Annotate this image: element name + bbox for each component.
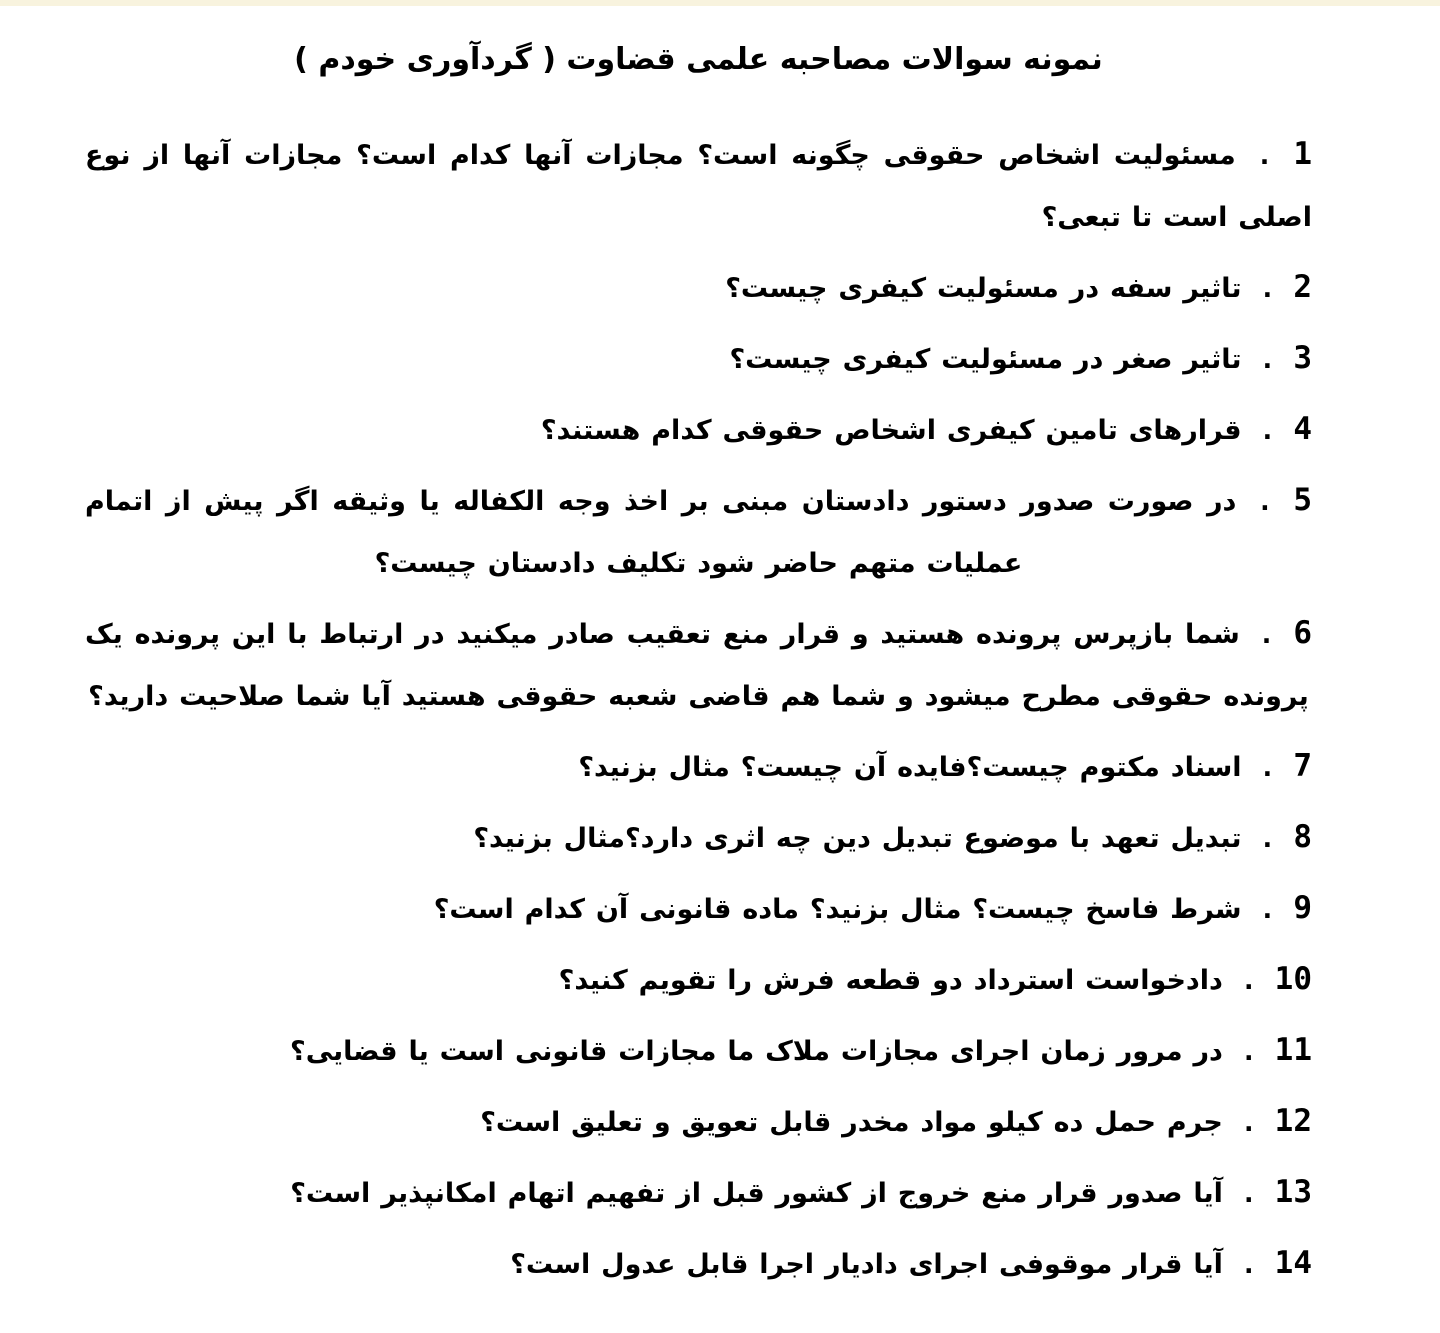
question-item-9 xyxy=(85,877,1312,941)
question-text: در صورت صدور دستور دادستان مبنی بر اخذ وجه الکفاله یا وثیقه اگر پیش از اتمام عملیات متهم حاضر شود تکلیف دادستان چیست؟ xyxy=(85,486,1237,579)
question-text: تبدیل تعهد با موضوع تبدیل دین چه اثری دارد؟مثال بزنید؟ xyxy=(473,823,1242,854)
question-item-8 xyxy=(85,806,1312,870)
question-number: 2 xyxy=(1293,269,1312,305)
question-text: اسناد مکتوم چیست؟فایده آن چیست؟ مثال بزنید؟ xyxy=(578,752,1242,783)
number-separator: . xyxy=(1241,273,1294,304)
number-separator: . xyxy=(1222,1036,1275,1067)
number-separator: . xyxy=(1222,965,1275,996)
question-number: 6 xyxy=(1293,615,1312,651)
number-separator: . xyxy=(1241,752,1294,783)
question-item-6 xyxy=(85,602,1312,728)
question-text: شما بازپرس پرونده هستید و قرار منع تعقیب صادر میکنید در ارتباط با این پرونده یک پرونده حقوقی مطرح میشود و شما هم قاضی شعبه حقوقی هستید آیا شما صلاحیت دارید؟ xyxy=(85,619,1309,712)
question-number: 12 xyxy=(1274,1103,1312,1139)
number-separator: . xyxy=(1236,486,1294,517)
question-text: در مرور زمان اجرای مجازات ملاک ما مجازات قانونی است یا قضایی؟ xyxy=(290,1036,1223,1067)
question-number: 1 xyxy=(1293,136,1312,172)
question-text: مسئولیت اشخاص حقوقی چگونه است؟ مجازات آنها کدام است؟ مجازات آنها از نوع اصلی است تا تبعی؟ xyxy=(85,140,1312,233)
question-number: 5 xyxy=(1293,482,1312,518)
number-separator: . xyxy=(1222,1107,1275,1138)
question-number: 13 xyxy=(1274,1174,1312,1210)
question-item-10 xyxy=(85,948,1312,1012)
question-text: آیا قرار موقوفی اجرای دادیار اجرا قابل عدول است؟ xyxy=(510,1249,1223,1280)
question-text: تاثیر سفه در مسئولیت کیفری چیست؟ xyxy=(725,273,1242,304)
question-item-14 xyxy=(85,1232,1312,1296)
question-text: قرارهای تامین کیفری اشخاص حقوقی کدام هستند؟ xyxy=(540,415,1242,446)
number-separator: . xyxy=(1241,823,1294,854)
number-separator: . xyxy=(1241,894,1294,925)
question-item-3 xyxy=(85,327,1312,391)
question-number: 8 xyxy=(1293,819,1312,855)
number-separator: . xyxy=(1239,619,1294,650)
question-text: شرط فاسخ چیست؟ مثال بزنید؟ ماده قانونی آن کدام است؟ xyxy=(433,894,1242,925)
document-title: نمونه سوالات مصاحبه علمی قضاوت ( گردآوری خودم ) xyxy=(294,42,1103,77)
question-item-2 xyxy=(85,256,1312,320)
question-item-5 xyxy=(85,469,1312,595)
number-separator: . xyxy=(1241,344,1294,375)
question-text: تاثیر صغر در مسئولیت کیفری چیست؟ xyxy=(729,344,1242,375)
question-item-1 xyxy=(85,123,1312,249)
question-text: جرم حمل ده کیلو مواد مخدر قابل تعویق و تعلیق است؟ xyxy=(480,1107,1223,1138)
question-item-13 xyxy=(85,1161,1312,1225)
question-number: 14 xyxy=(1274,1245,1312,1281)
number-separator: . xyxy=(1235,140,1294,171)
question-item-4 xyxy=(85,398,1312,462)
question-item-7 xyxy=(85,735,1312,799)
number-separator: . xyxy=(1241,415,1294,446)
question-item-11 xyxy=(85,1019,1312,1083)
question-text: دادخواست استرداد دو قطعه فرش را تقویم کنید؟ xyxy=(558,965,1223,996)
question-number: 10 xyxy=(1274,961,1312,997)
number-separator: . xyxy=(1222,1249,1275,1280)
question-number: 4 xyxy=(1293,411,1312,447)
question-item-12 xyxy=(85,1090,1312,1154)
question-number: 11 xyxy=(1274,1032,1312,1068)
question-number: 3 xyxy=(1293,340,1312,376)
document-body xyxy=(0,6,1440,1333)
question-text: آیا صدور قرار منع خروج از کشور قبل از تفهیم اتهام امکانپذیر است؟ xyxy=(290,1178,1223,1209)
number-separator: . xyxy=(1222,1178,1275,1209)
question-number: 9 xyxy=(1293,890,1312,926)
question-number: 7 xyxy=(1293,748,1312,784)
